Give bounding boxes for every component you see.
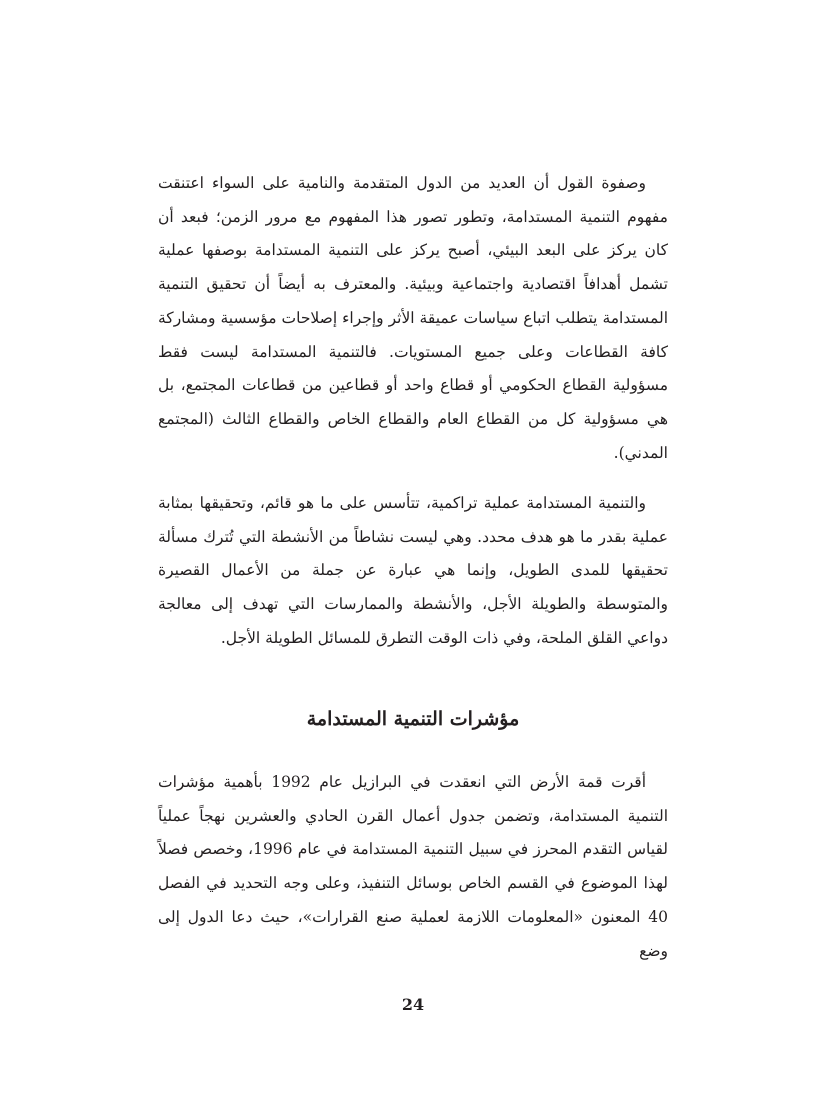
section-heading: مؤشرات التنمية المستدامة: [306, 708, 520, 730]
page-number: 24: [401, 995, 425, 1014]
paragraph-sustainable-development-adoption: وصفوة القول أن العديد من الدول المتقدمة والنامية على السواء اعتنقت مفهوم التنمية المستدامة، وتطور تصور هذا المفهوم مع مرور الزمن؛ فبعد أن كان يركز على البعد البيئي، أصبح يركز على التنمية المستدامة بوصفها عملية تشمل أهدافاً اقتصادية واجتماعية وبيئية. والمعترف به أيضاً أن تحقيق التنمية المستدامة يتطلب اتباع سياسات عميقة الأثر وإجراء إصلاحات مؤسسية ومشاركة كافة القطاعات وعلى جميع المستويات. فالتنمية المستدامة ليست فقط مسؤولية القطاع الحكومي أو قطاع واحد أو قطاعين من قطاعات المجتمع، بل هي مسؤولية كل من القطاع العام والقطاع الخاص والقطاع الثالث (المجتمع المدني).: [158, 174, 668, 462]
paragraph-earth-summit: أقرت قمة الأرض التي انعقدت في البرازيل عام 1992 بأهمية مؤشرات التنمية المستدامة، وتضمن جدول أعمال القرن الحادي والعشرين نهجاً عملياً لقياس التقدم المحرز في سبيل التنمية المستدامة في عام 1996، وخصص فصلاً لهذا الموضوع في القسم الخاص بوسائل التنفيذ، وعلى وجه التحديد في الفصل 40 المعنون «المعلومات اللازمة لعملية صنع القرارات»، حيث دعا الدول إلى وضع: [158, 773, 669, 960]
paragraph-cumulative-process: والتنمية المستدامة عملية تراكمية، تتأسس على ما هو قائم، وتحقيقها بمثابة عملية بقدر ما هو هدف محدد. وهي ليست نشاطاً من الأنشطة التي تُترك مسألة تحقيقها للمدى الطويل، وإنما هي عبارة عن جملة من الأعمال القصيرة والمتوسطة والطويلة الأجل، والأنشطة والممارسات التي تهدف إلى معالجة دواعي القلق الملحة، وفي ذات الوقت التطرق للمسائل الطويلة الأجل.: [158, 494, 668, 647]
